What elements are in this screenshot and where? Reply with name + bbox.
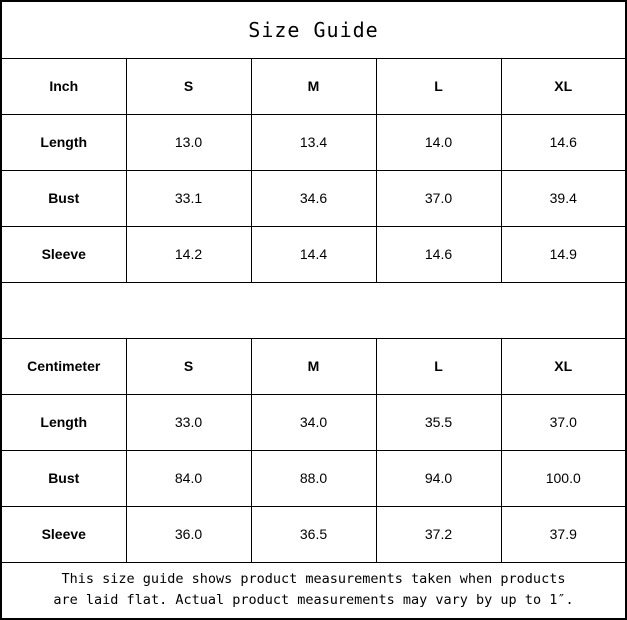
cell-value: 34.6 (251, 170, 376, 226)
size-header-m: M (251, 338, 376, 394)
cell-value: 36.0 (126, 506, 251, 562)
centimeter-header-row (1, 338, 626, 394)
row-label-sleeve: Sleeve (1, 226, 126, 282)
size-header-m: M (251, 58, 376, 114)
table-row (1, 450, 626, 506)
cell-value: 14.4 (251, 226, 376, 282)
cell-value: 94.0 (376, 450, 501, 506)
table-row (1, 226, 626, 282)
size-header-xl: XL (501, 58, 626, 114)
cell-value: 35.5 (376, 394, 501, 450)
cell-value: 13.0 (126, 114, 251, 170)
cell-value: 39.4 (501, 170, 626, 226)
measurement-note-line1: This size guide shows product measurements taken when products (61, 571, 566, 588)
row-label-length: Length (1, 114, 126, 170)
cell-value: 33.1 (126, 170, 251, 226)
size-header-xl: XL (501, 338, 626, 394)
inch-unit-header: Inch (1, 58, 126, 114)
cell-value: 88.0 (251, 450, 376, 506)
measurement-note (1, 562, 626, 619)
cell-value: 84.0 (126, 450, 251, 506)
inch-header-row (1, 58, 626, 114)
cell-value: 36.5 (251, 506, 376, 562)
row-label-length: Length (1, 394, 126, 450)
cell-value: 33.0 (126, 394, 251, 450)
row-label-bust: Bust (1, 170, 126, 226)
cell-value: 14.2 (126, 226, 251, 282)
cell-value: 14.6 (501, 114, 626, 170)
cell-value: 14.6 (376, 226, 501, 282)
centimeter-unit-header: Centimeter (1, 338, 126, 394)
cell-value: 37.2 (376, 506, 501, 562)
table-row (1, 394, 626, 450)
size-header-s: S (126, 58, 251, 114)
page-title: Size Guide (1, 1, 626, 58)
spacer-cell (1, 282, 626, 338)
table-row (1, 170, 626, 226)
cell-value: 13.4 (251, 114, 376, 170)
size-header-s: S (126, 338, 251, 394)
row-label-bust: Bust (1, 450, 126, 506)
size-header-l: L (376, 58, 501, 114)
measurement-note-line2: are laid flat. Actual product measurements may vary by up to 1″. (53, 592, 574, 609)
size-header-l: L (376, 338, 501, 394)
cell-value: 100.0 (501, 450, 626, 506)
title-row (1, 1, 626, 58)
table-row (1, 506, 626, 562)
cell-value: 37.0 (376, 170, 501, 226)
cell-value: 14.9 (501, 226, 626, 282)
footer-row (1, 562, 626, 619)
spacer-row (1, 282, 626, 338)
cell-value: 34.0 (251, 394, 376, 450)
cell-value: 37.9 (501, 506, 626, 562)
table-row (1, 114, 626, 170)
row-label-sleeve: Sleeve (1, 506, 126, 562)
cell-value: 37.0 (501, 394, 626, 450)
cell-value: 14.0 (376, 114, 501, 170)
